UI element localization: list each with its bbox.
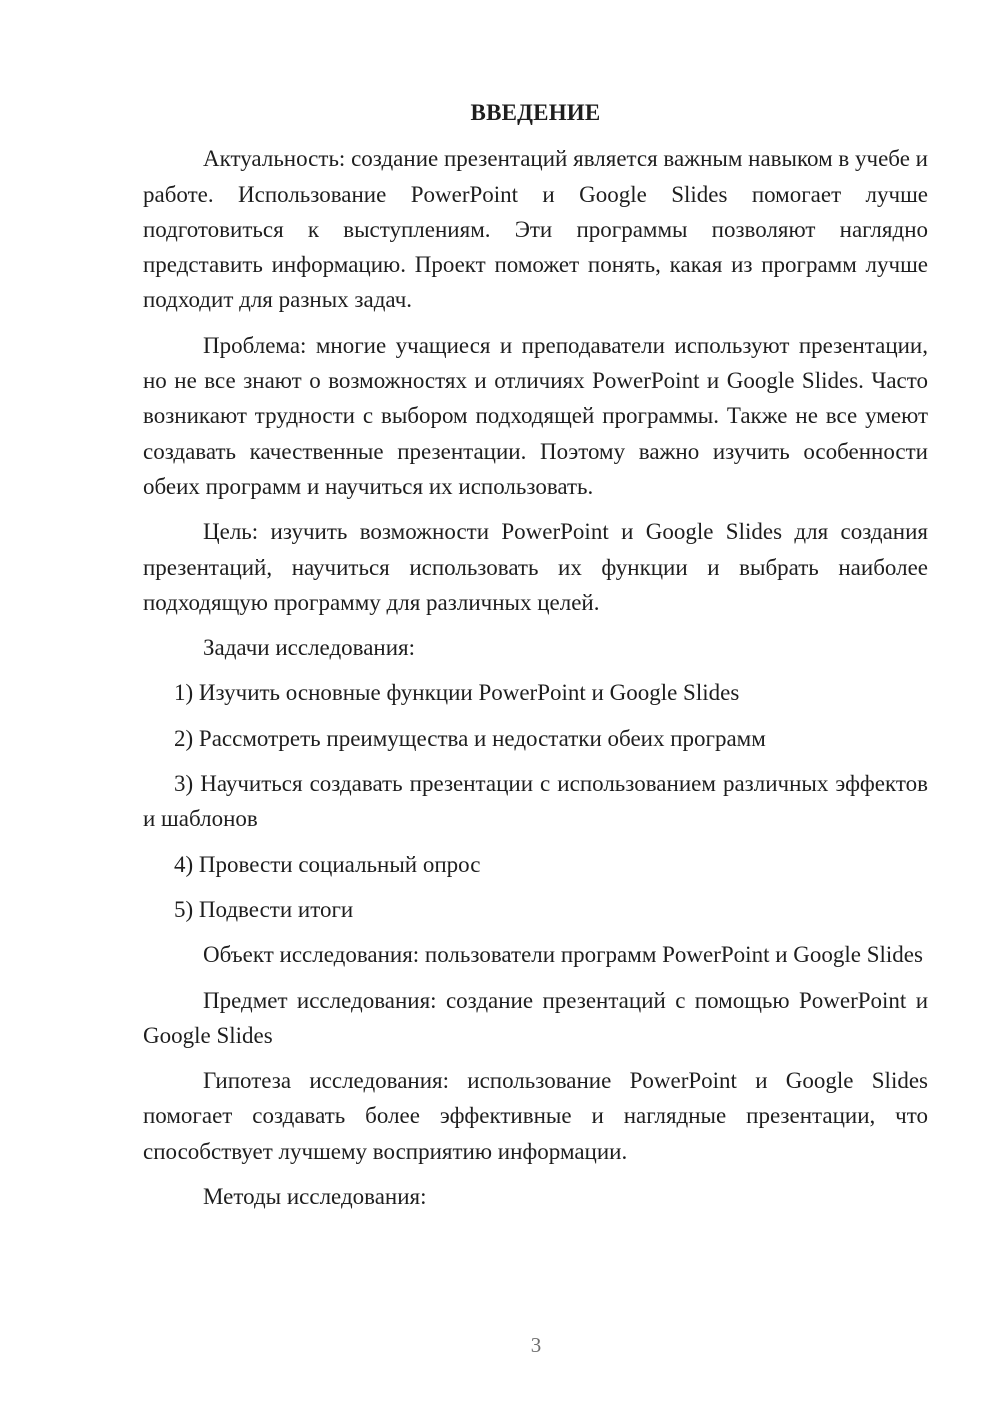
- task-item-1: 1) Изучить основные функции PowerPoint и Google Slides: [174, 680, 740, 706]
- subject-paragraph: Предмет исследования: создание презентаций с помощью PowerPoint и Google Slides: [143, 987, 928, 1048]
- relevance-paragraph: Актуальность: создание презентаций является важным навыком в учебе и работе. Использование PowerPoint и Google Slides помогает лучше подготовиться к выступлениям. Эти программы позволяют наглядно представить информацию. Проект поможет понять, какая из программ лучше подходит для разных задач.: [143, 146, 928, 313]
- task-item-5: 5) Подвести итоги: [174, 896, 354, 922]
- tasks-title: Задачи исследования:: [203, 635, 416, 661]
- methods-title: Методы исследования:: [203, 1184, 427, 1210]
- document-body: [143, 95, 928, 1224]
- task-item-3: 3) Научиться создавать презентации с использованием различных эффектов и шаблонов: [143, 771, 928, 832]
- hypothesis-paragraph: Гипотеза исследования: использование PowerPoint и Google Slides помогает создавать более эффективные и наглядные презентации, что способствует лучшему восприятию информации.: [143, 1068, 928, 1164]
- section-heading: ВВЕДЕНИЕ: [470, 100, 601, 125]
- goal-paragraph: Цель: изучить возможности PowerPoint и Google Slides для создания презентаций, научиться использовать их функции и выбрать наиболее подходящую программу для различных целей.: [143, 519, 928, 615]
- task-item-2: 2) Рассмотреть преимущества и недостатки обеих программ: [174, 725, 766, 751]
- task-item-4: 4) Провести социальный опрос: [174, 851, 481, 877]
- problem-paragraph: Проблема: многие учащиеся и преподаватели используют презентации, но не все знают о возможностях и отличиях PowerPoint и Google Slides. Часто возникают трудности с выбором подходящей программы. Также не все умеют создавать качественные презентации. Поэтому важно изучить особенности обеих программ и научиться их использовать.: [143, 332, 928, 499]
- object-paragraph: Объект исследования: пользователи программ PowerPoint и Google Slides: [203, 942, 923, 968]
- page-number: 3: [530, 1333, 542, 1357]
